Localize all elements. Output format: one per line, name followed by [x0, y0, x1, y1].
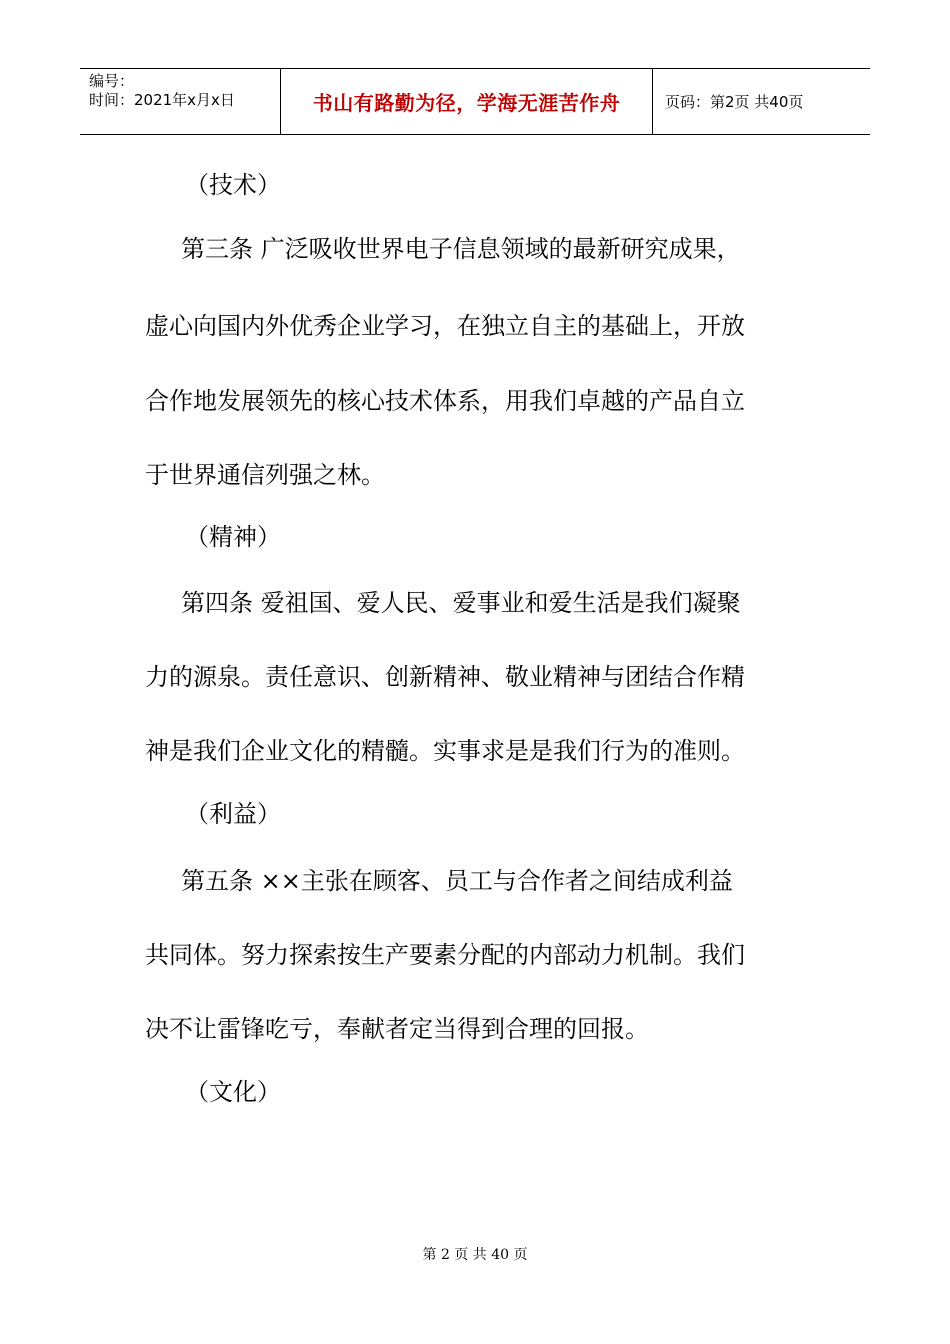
- document-date-label: 时间：2021年x月x日: [89, 91, 235, 109]
- paragraph-line: 虚心向国内外优秀企业学习，在独立自主的基础上，开放: [145, 312, 745, 340]
- paragraph-line: 决不让雷锋吃亏，奉献者定当得到合理的回报。: [145, 1015, 649, 1043]
- section-title-spirit: （精神）: [185, 523, 281, 551]
- paragraph-line: 第三条 广泛吸收世界电子信息领域的最新研究成果，: [181, 235, 741, 263]
- paragraph-line: 共同体。努力探索按生产要素分配的内部动力机制。我们: [145, 941, 745, 969]
- page-footer: 第 2 页 共 40 页: [422, 1247, 528, 1263]
- paragraph-line: 第四条 爱祖国、爱人民、爱事业和爱生活是我们凝聚: [181, 589, 741, 617]
- header-motto: 书山有路勤为径，学海无涯苦作舟: [281, 69, 653, 134]
- section-title-tech: （技术）: [185, 171, 281, 199]
- paragraph-line: 合作地发展领先的核心技术体系，用我们卓越的产品自立: [145, 387, 745, 415]
- header-page-info: 页码：第2页 共40页: [665, 93, 804, 111]
- section-title-interest: （利益）: [185, 800, 281, 828]
- page-header: [80, 68, 870, 135]
- paragraph-line: 于世界通信列强之林。: [145, 461, 385, 489]
- document-number-label: 编号：: [89, 72, 135, 90]
- paragraph-line: 第五条 ××主张在顾客、员工与合作者之间结成利益: [181, 867, 733, 895]
- paragraph-line: 力的源泉。责任意识、创新精神、敬业精神与团结合作精: [145, 663, 745, 691]
- header-meta: [80, 69, 281, 134]
- section-title-culture: （文化）: [185, 1078, 281, 1106]
- paragraph-line: 神是我们企业文化的精髓。实事求是是我们行为的准则。: [145, 737, 745, 765]
